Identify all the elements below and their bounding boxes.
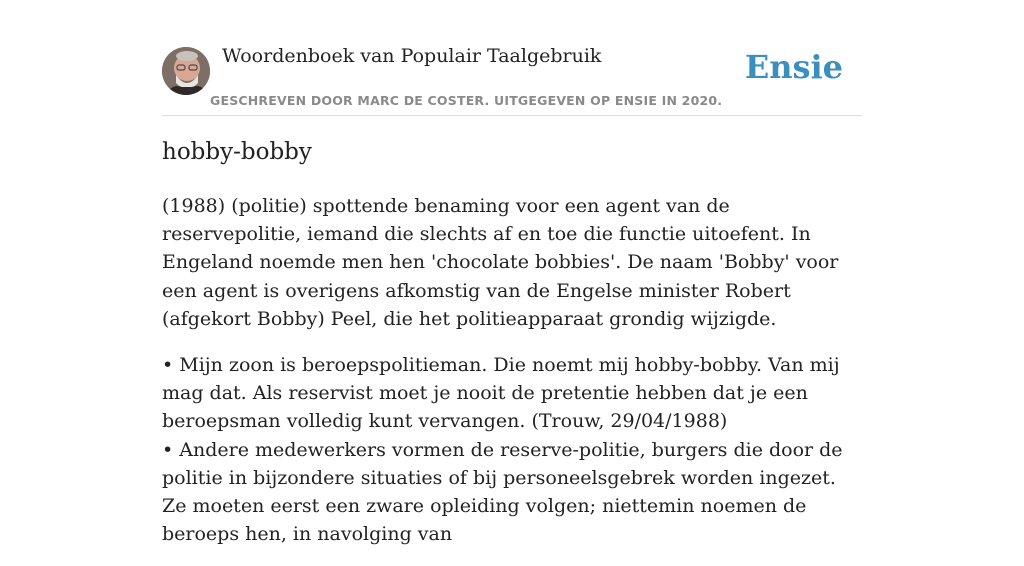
example-quote: • Andere medewerkers vormen de reserve-politie, burgers die door de politie in bijzondere situaties of bij personeelsgebrek worden ingezet. Ze moeten eerst een zware opleiding volgen; niettemin noemen de beroeps hen, in navolging van: [162, 438, 843, 546]
entry-definition: (1988) (politie) spottende benaming voor een agent van de reservepolitie, iemand die slechts af en toe die functie uitoefent. In Engeland noemde men hen 'chocolate bobbies'. De naam 'Bobby' voor een agent is overigens afkomstig van de Engelse minister Robert (afgekort Bobby) Peel, die het politieapparaat grondig wijzigde.: [162, 195, 839, 330]
author-portrait-icon: [162, 47, 210, 95]
ensie-logo[interactable]: Ensie: [744, 48, 843, 86]
entry-examples: [162, 351, 866, 548]
book-title-link[interactable]: Woordenboek van Populair Taalgebruik: [222, 45, 602, 67]
author-byline: GESCHREVEN DOOR MARC DE COSTER. UITGEGEVEN OP ENSIE IN 2020.: [210, 93, 723, 108]
entry-page: [162, 0, 862, 546]
entry-content: [162, 192, 866, 566]
entry-header: [162, 0, 862, 116]
entry-headword: hobby-bobby: [162, 139, 312, 165]
example-quote: • Mijn zoon is beroepspolitieman. Die noemt mij hobby-bobby. Van mij mag dat. Als reservist moet je nooit de pretentie hebben dat je een beroepsman volledig kunt vervangen. (Trouw, 29/04/1988): [162, 354, 840, 433]
author-avatar[interactable]: [162, 47, 210, 95]
